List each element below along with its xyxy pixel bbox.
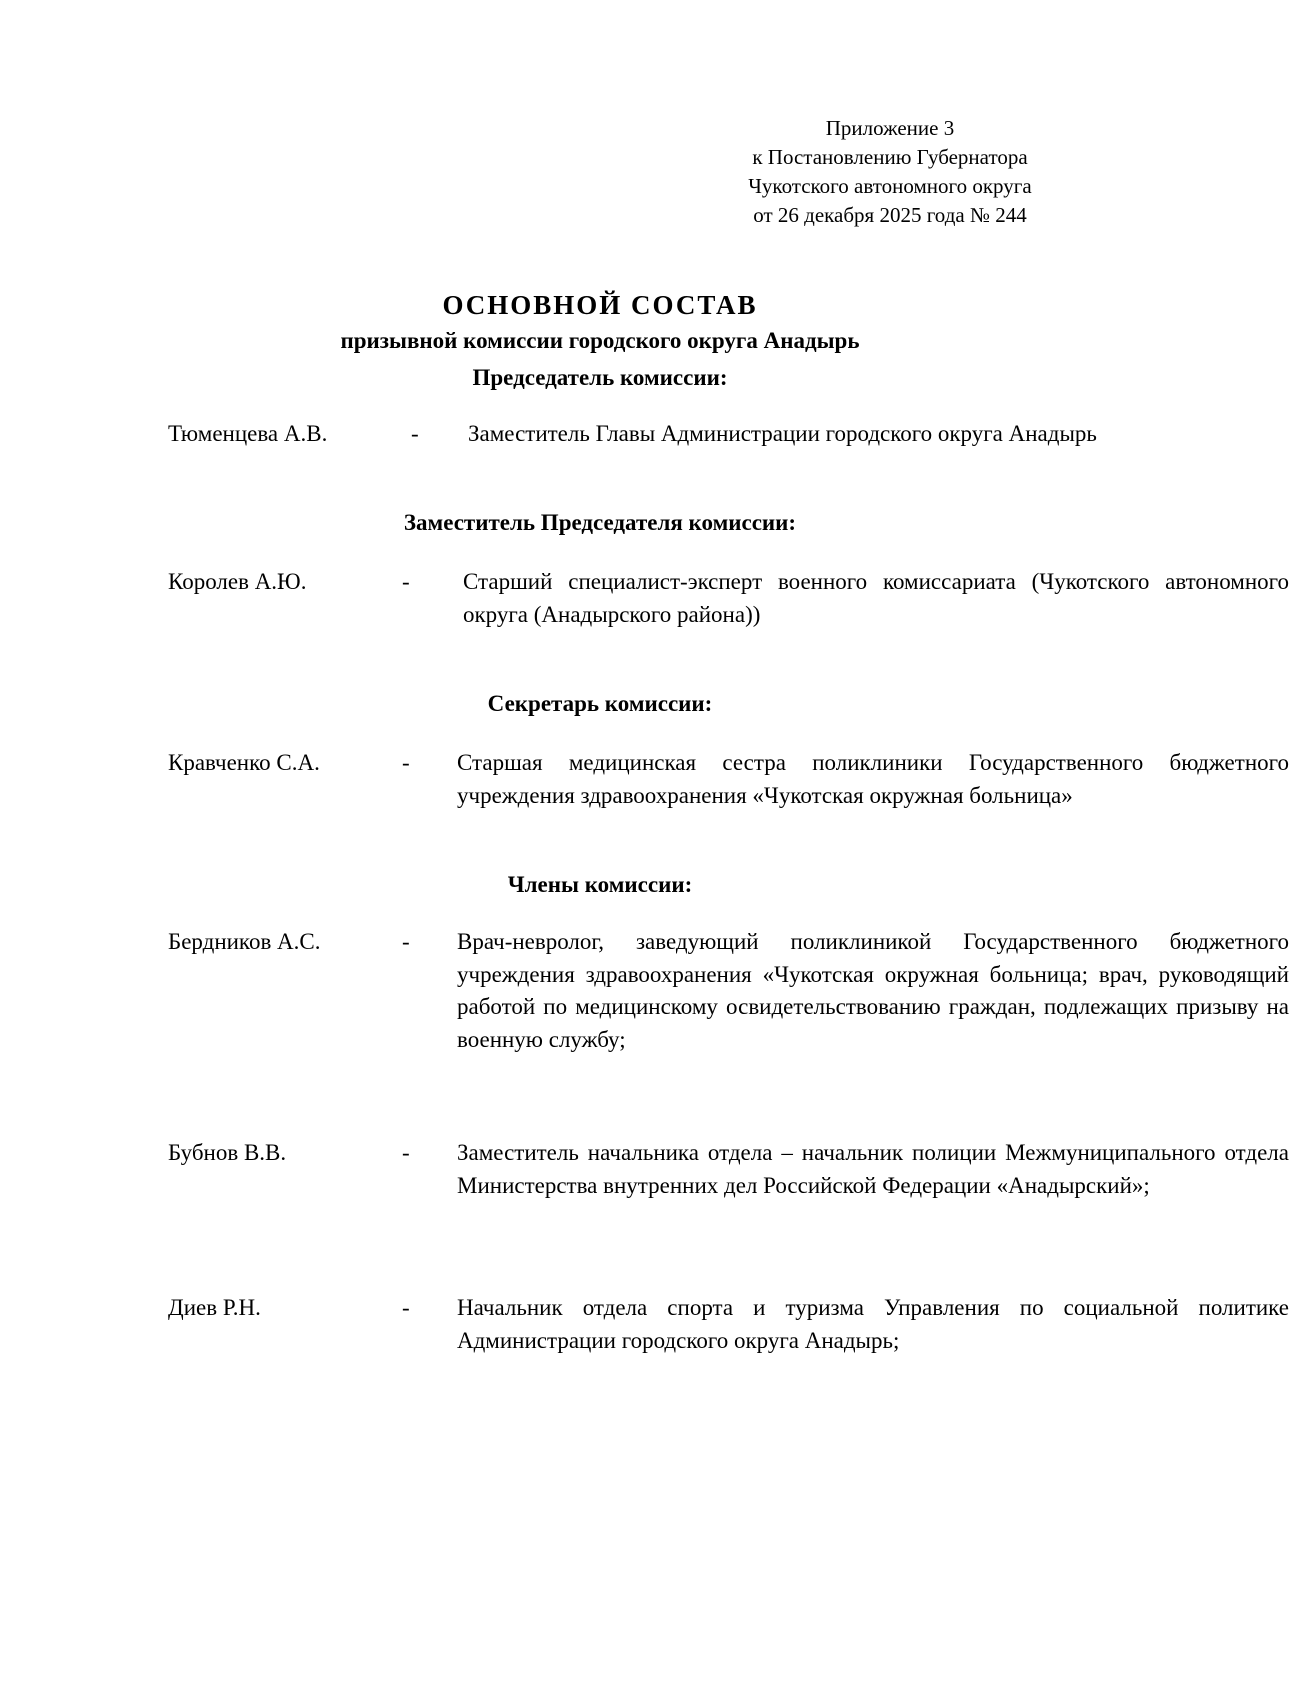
member-name: Бубнов В.В. xyxy=(168,1140,287,1165)
secretary-entry xyxy=(168,747,1289,847)
member-name: Королев А.Ю. xyxy=(168,569,307,594)
document-title: ОСНОВНОЙ СОСТАВ xyxy=(442,290,758,320)
member-name: Диев Р.Н. xyxy=(168,1295,261,1320)
appendix-block xyxy=(700,114,1080,230)
member-entry xyxy=(168,1137,1289,1272)
member-dash: - xyxy=(411,421,419,446)
member-dash: - xyxy=(402,929,410,954)
member-name: Тюменцева А.В. xyxy=(168,421,328,446)
member-entry xyxy=(168,1292,1289,1392)
appendix-line: Приложение 3 xyxy=(825,116,955,140)
chairman-entry xyxy=(168,418,1128,484)
member-name: Кравченко С.А. xyxy=(168,750,320,775)
document-subtitle: призывной комиссии городского округа Анадырь xyxy=(340,328,860,353)
member-description: Заместитель начальника отдела – начальник полиции Межмуниципального отдела Министерства внутренних дел Российской Федерации «Анадырский»; xyxy=(457,1140,1289,1198)
secretary-heading: Секретарь комиссии: xyxy=(487,691,713,716)
member-dash: - xyxy=(402,1295,410,1320)
member-dash: - xyxy=(402,750,410,775)
member-description: Старший специалист-эксперт военного комиссариата (Чукотского автономного округа (Анадырского района)) xyxy=(463,569,1289,627)
chairman-heading: Председатель комиссии: xyxy=(472,365,728,390)
deputy-entry xyxy=(168,566,1289,666)
member-dash: - xyxy=(402,569,410,594)
appendix-line: к Постановлению Губернатора xyxy=(752,145,1028,169)
appendix-line: от 26 декабря 2025 года № 244 xyxy=(753,203,1027,227)
appendix-line: Чукотского автономного округа xyxy=(748,174,1032,198)
member-dash: - xyxy=(402,1140,410,1165)
member-description: Начальник отдела спорта и туризма Управления по социальной политике Администрации городского округа Анадырь; xyxy=(457,1295,1289,1353)
member-entry xyxy=(168,926,1289,1126)
member-description: Старшая медицинская сестра поликлиники Государственного бюджетного учреждения здравоохранения «Чукотская окружная больница» xyxy=(457,750,1289,808)
members-heading: Члены комиссии: xyxy=(507,872,693,897)
member-description: Заместитель Главы Администрации городского округа Анадырь xyxy=(468,421,1097,446)
member-description: Врач-невролог, заведующий поликлиникой Государственного бюджетного учреждения здравоохранения «Чукотская окружная больница; врач, руководящий работой по медицинскому освидетельствованию граждан, подлежащих призыву на военную службу; xyxy=(457,929,1289,1052)
member-name: Бердников А.С. xyxy=(168,929,321,954)
deputy-heading: Заместитель Председателя комиссии: xyxy=(403,510,797,535)
